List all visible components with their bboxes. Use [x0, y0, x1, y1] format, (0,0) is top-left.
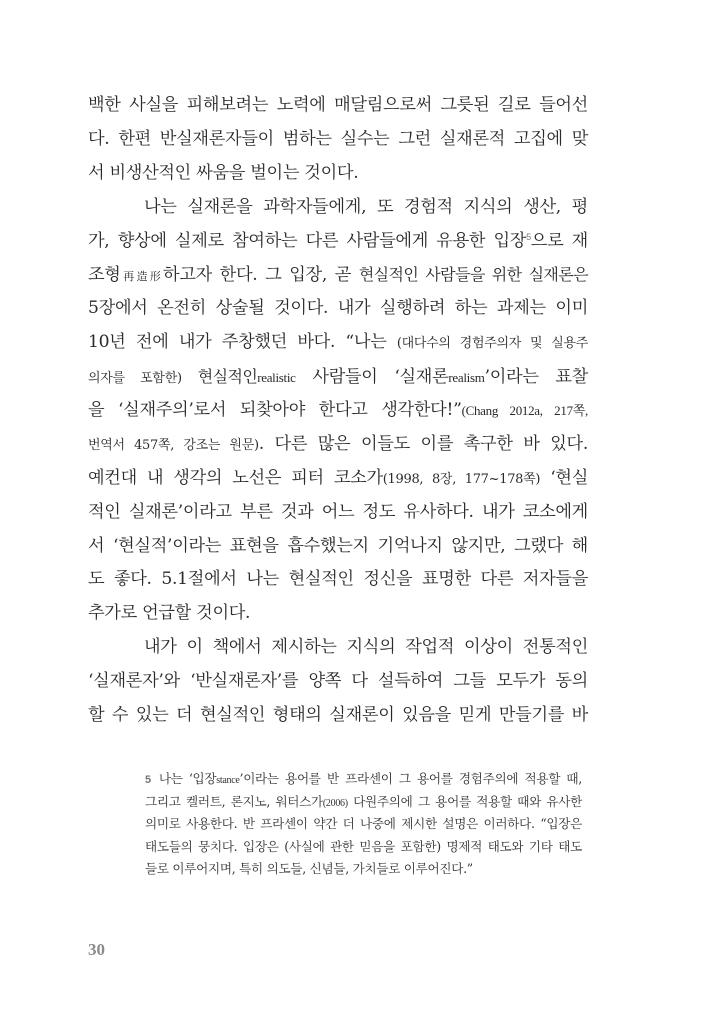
body-line-19 [88, 699, 588, 733]
footnote [145, 768, 582, 881]
text-segment: 조형 [88, 265, 121, 286]
english-term: realistic [257, 370, 296, 386]
body-line-12 [88, 462, 588, 496]
text-segment: 서 ‘현실적’이라는 표현을 흡수했는지 기억나지 않지만, 그랬다 해 [88, 535, 588, 556]
footnote-reference[interactable]: 5 [526, 231, 531, 242]
text-segment: 그리고 켈러트, 론지노, 워터스가 [145, 793, 323, 809]
text-segment: 예컨대 내 생각의 노선은 피터 코소가 [88, 467, 383, 488]
body-line-13 [88, 496, 588, 530]
body-line-15 [88, 563, 588, 597]
text-segment: 나는 ‘입장 [158, 771, 217, 786]
text-segment: 을 ‘실재주의’로서 되찾아야 한다고 생각한다!” [88, 400, 462, 421]
text-segment: 추가로 언급할 것이다. [88, 603, 251, 624]
text-segment: ’이라는 용어를 반 프라센이 그 용어를 경험주의에 적용할 때, [239, 771, 582, 786]
text-segment: 태도들의 뭉치다. 입장은 (사실에 관한 믿음을 포함한) 명제적 태도와 기타 태도 [145, 838, 582, 854]
body-line-7 [88, 292, 588, 326]
body-line-2 [88, 123, 588, 157]
body-line-5 [88, 225, 588, 259]
footnote-line-4 [145, 836, 582, 859]
emphasis-text: 현실적인 [181, 367, 258, 387]
text-segment: 으로 재 [530, 230, 588, 251]
body-line-16 [88, 597, 588, 631]
citation: (1998, 8장, 177~178쪽) [382, 471, 541, 487]
text-segment: . 다른 많은 이들도 이를 촉구한 바 있다. [258, 433, 588, 454]
text-segment: 가, 향상에 실제로 참여하는 다른 사람들에게 유용한 입장 [88, 230, 527, 251]
parenthetical-text: (대다수의 경험주의자 및 실용주 [396, 336, 589, 352]
body-line-1 [88, 89, 588, 123]
body-line-18 [88, 665, 588, 699]
text-segment: 10년 전에 내가 주창했던 바다. “나는 [88, 332, 397, 353]
text-segment: 적인 실재론’이라고 부른 것과 어느 정도 유사하다. 내가 코소에게 [88, 501, 588, 522]
text-segment: 내가 이 책에서 제시하는 지식의 작업적 이상이 전통적인 [144, 637, 588, 658]
body-line-4-paragraph-start [88, 191, 588, 225]
text-segment: 하고자 한다. 그 입장, 곧 [163, 265, 359, 286]
text-segment: 의미로 사용한다. 반 프라센이 약간 더 나중에 제시한 설명은 이러하다. “입장은 [145, 816, 582, 832]
parenthetical-text: 의자를 포함한) [88, 371, 182, 387]
text-segment: 5장에서 온전히 상술될 것이다. 내가 실행하려 하는 과제는 이미 [88, 298, 588, 319]
text-segment: 들로 이루어지며, 특히 의도들, 신념들, 가치들로 이루어진다.” [145, 861, 473, 877]
footnote-line-1 [145, 768, 582, 791]
text-segment: 백한 사실을 피해보려는 노력에 매달림으로써 그릇된 길로 들어선 [88, 95, 588, 115]
text-segment: 다원주의에 그 용어를 적용할 때와 유사한 [347, 793, 582, 809]
citation: (2006) [322, 797, 348, 809]
footnote-line-5 [145, 858, 582, 881]
body-text [88, 89, 588, 733]
body-line-14 [88, 530, 588, 564]
text-segment: 사람들이 ‘실재론 [295, 367, 449, 388]
body-line-3 [88, 157, 588, 191]
body-line-8 [88, 326, 588, 360]
text-segment: 도 좋다. 5.1절에서 나는 현실적인 정신을 표명한 다른 저자들을 [88, 569, 588, 590]
footnote-line-3 [145, 813, 582, 836]
english-term: realism [448, 370, 485, 386]
page-number: 30 [88, 940, 105, 959]
footnote-number: 5 [145, 774, 151, 786]
body-line-9 [88, 360, 588, 394]
text-segment: ‘실재론자’와 ‘반실재론자’를 양쪽 다 설득하여 그들 모두가 동의 [88, 671, 588, 692]
text-segment: ‘현실 [540, 467, 588, 488]
english-term: stance [216, 775, 240, 786]
text-segment: 다. 한편 반실재론자들이 범하는 실수는 그런 실재론적 고집에 맞 [88, 128, 588, 149]
text-segment: 할 수 있는 더 현실적인 형태의 실재론이 있음을 믿게 만들기를 바 [88, 705, 588, 726]
body-line-17-paragraph-start [88, 631, 588, 665]
text-segment: ’이라는 표찰 [484, 367, 588, 388]
body-line-11 [88, 428, 588, 462]
body-line-6 [88, 258, 588, 292]
emphasis-text: 현실적인 사람들을 위한 실재론은 [358, 265, 588, 285]
text-segment: 서 비생산적인 싸움을 벌이는 것이다. [88, 162, 359, 183]
text-segment: 나는 실재론을 과학자들에게, 또 경험적 지식의 생산, 평 [144, 196, 588, 217]
footnote-line-2 [145, 791, 582, 814]
body-line-10 [88, 394, 588, 428]
citation: (Chang 2012a, 217쪽, [461, 403, 588, 419]
citation: 번역서 457쪽, 강조는 원문) [88, 437, 259, 453]
hanja-annotation: 再造形 [120, 270, 164, 284]
